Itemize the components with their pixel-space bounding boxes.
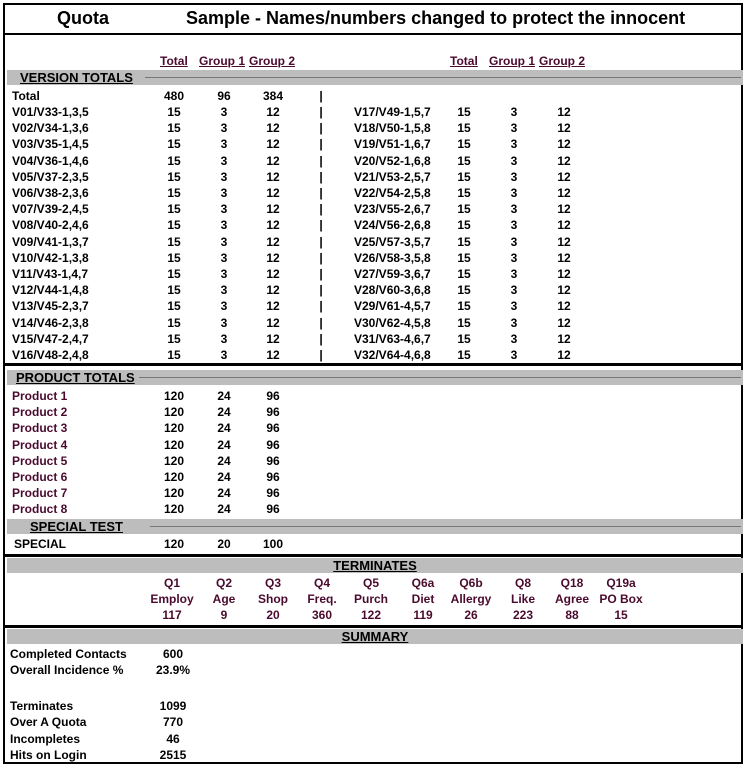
version-label-right: V28/V60-3,6,8 <box>354 283 431 297</box>
terminate-name: Purch <box>353 592 388 606</box>
cell-total-left: 15 <box>167 267 181 281</box>
summary-label: Incompletes <box>10 732 81 746</box>
cell-total-left: 15 <box>167 186 181 200</box>
product-label: Product 2 <box>12 405 68 419</box>
version-label-right: V18/V50-1,5,8 <box>354 121 431 135</box>
terminate-name: Allergy <box>450 592 492 606</box>
summary-band <box>7 629 743 644</box>
version-label-left: V14/V46-2,3,8 <box>12 316 89 330</box>
terminate-value: 223 <box>512 608 534 622</box>
cell-group1: 20 <box>217 537 231 551</box>
cell-group2: 96 <box>266 502 280 516</box>
cell-group1: 24 <box>217 454 231 468</box>
cell-group1: 24 <box>217 405 231 419</box>
version-label-right: V26/V58-3,5,8 <box>354 251 431 265</box>
cell-group2-left: 12 <box>266 170 280 184</box>
cell-total: 120 <box>163 405 185 419</box>
terminate-value: 15 <box>614 608 628 622</box>
summary-value: 600 <box>162 647 184 661</box>
column-divider: | <box>319 332 323 346</box>
cell-total-right: 15 <box>457 186 471 200</box>
cell-group1-right: 3 <box>510 202 518 216</box>
cell-group1-left: 3 <box>220 186 228 200</box>
band-rule <box>150 526 741 527</box>
column-divider: | <box>319 105 323 119</box>
version-label-left: V03/V35-1,4,5 <box>12 137 89 151</box>
version-totals-band <box>7 70 743 85</box>
cell-group1-left: 3 <box>220 348 228 362</box>
cell-total: 120 <box>163 537 185 551</box>
column-divider: | <box>319 283 323 297</box>
cell-group1-left: 3 <box>220 202 228 216</box>
cell-group1-left: 3 <box>220 316 228 330</box>
cell-group2-left: 12 <box>266 137 280 151</box>
cell-group1-left: 3 <box>220 137 228 151</box>
terminate-code: Q6b <box>459 576 483 590</box>
summary-label: Hits on Login <box>10 748 87 762</box>
terminate-value: 117 <box>162 608 182 622</box>
terminates-heading: TERMINATES <box>333 558 417 573</box>
cell-total-left: 15 <box>167 105 181 119</box>
terminate-code: Q6a <box>411 576 435 590</box>
terminate-name: PO Box <box>599 592 643 606</box>
product-label: Product 4 <box>12 438 68 452</box>
cell-group1-right: 3 <box>510 121 518 135</box>
cell-group1-left: 3 <box>220 251 228 265</box>
cell-group2: 96 <box>266 405 280 419</box>
terminate-name: Age <box>212 592 236 606</box>
version-label-right: V30/V62-4,5,8 <box>354 316 431 330</box>
cell-group1-right: 3 <box>510 299 518 313</box>
cell-group2-left: 12 <box>266 235 280 249</box>
version-label-left: V01/V33-1,3,5 <box>12 105 89 119</box>
summary-label: Overall Incidence % <box>10 663 124 677</box>
cell-group2-left: 12 <box>266 218 280 232</box>
cell-group2-right: 12 <box>557 332 571 346</box>
cell-group1-right: 3 <box>510 186 518 200</box>
terminates-band <box>7 558 743 573</box>
version-label-left: V16/V48-2,4,8 <box>12 348 89 362</box>
version-label-right: V22/V54-2,5,8 <box>354 186 431 200</box>
row-label: Total <box>12 89 40 103</box>
cell-group2-right: 12 <box>557 170 571 184</box>
terminate-name: Employ <box>150 592 194 606</box>
col-header-total-right: Total <box>450 54 478 68</box>
cell-group1-left: 3 <box>220 154 228 168</box>
cell-group2-left: 12 <box>266 299 280 313</box>
cell-group1: 24 <box>217 470 231 484</box>
cell-group2-left: 12 <box>266 348 280 362</box>
cell-total-left: 15 <box>167 251 181 265</box>
version-label-left: V11/V43-1,4,7 <box>12 267 89 281</box>
product-totals-heading: PRODUCT TOTALS <box>16 370 135 385</box>
section-divider <box>5 625 743 628</box>
cell-group1-left: 3 <box>220 218 228 232</box>
cell-group1-right: 3 <box>510 218 518 232</box>
terminate-code: Q3 <box>264 576 281 590</box>
cell-group2-right: 12 <box>557 316 571 330</box>
cell-total-right: 15 <box>457 154 471 168</box>
column-divider: | <box>319 186 323 200</box>
cell-total-left: 15 <box>167 154 181 168</box>
cell-group2-right: 12 <box>557 348 571 362</box>
cell-group1-left: 3 <box>220 170 228 184</box>
cell-total-right: 15 <box>457 348 471 362</box>
column-divider: | <box>319 137 323 151</box>
cell-group1: 24 <box>217 421 231 435</box>
column-divider: | <box>319 251 323 265</box>
cell-group1: 24 <box>217 486 231 500</box>
column-divider: | <box>319 121 323 135</box>
version-label-right: V27/V59-3,6,7 <box>354 267 431 281</box>
cell-total-right: 15 <box>457 267 471 281</box>
cell-total-right: 15 <box>457 105 471 119</box>
cell-total-right: 15 <box>457 218 471 232</box>
cell-total-left: 15 <box>167 299 181 313</box>
cell-group1-right: 3 <box>510 332 518 346</box>
cell-total-right: 15 <box>457 235 471 249</box>
terminate-name: Agree <box>554 592 589 606</box>
section-divider <box>5 554 743 557</box>
terminate-code: Q2 <box>215 576 232 590</box>
terminate-code: Q18 <box>560 576 584 590</box>
cell-group1: 96 <box>217 89 231 103</box>
cell-group2-left: 12 <box>266 202 280 216</box>
cell-group2-left: 12 <box>266 186 280 200</box>
cell-total-left: 15 <box>167 283 181 297</box>
cell-group1-left: 3 <box>220 332 228 346</box>
version-label-right: V31/V63-4,6,7 <box>354 332 431 346</box>
column-divider: | <box>319 202 323 216</box>
cell-group2: 96 <box>266 454 280 468</box>
band-rule <box>139 377 741 378</box>
summary-label: Completed Contacts <box>10 647 127 661</box>
summary-value: 1099 <box>159 699 187 713</box>
cell-total-right: 15 <box>457 299 471 313</box>
summary-value: 770 <box>162 715 184 729</box>
cell-group1-right: 3 <box>510 251 518 265</box>
cell-total-left: 15 <box>167 137 181 151</box>
cell-group2: 96 <box>266 470 280 484</box>
cell-total: 120 <box>163 389 185 403</box>
cell-group2-right: 12 <box>557 202 571 216</box>
terminate-name: Freq. <box>307 592 337 606</box>
product-label: Product 7 <box>12 486 68 500</box>
version-label-left: V05/V37-2,3,5 <box>12 170 89 184</box>
version-label-left: V08/V40-2,4,6 <box>12 218 89 232</box>
cell-group2-right: 12 <box>557 235 571 249</box>
cell-total: 120 <box>163 486 185 500</box>
cell-total-right: 15 <box>457 316 471 330</box>
cell-group2: 96 <box>266 438 280 452</box>
title-left: Quota <box>57 8 109 28</box>
column-divider: | <box>319 170 323 184</box>
row-label: SPECIAL <box>14 537 67 551</box>
version-label-right: V17/V49-1,5,7 <box>354 105 431 119</box>
cell-group2-right: 12 <box>557 137 571 151</box>
cell-group2-left: 12 <box>266 283 280 297</box>
cell-total-left: 15 <box>167 316 181 330</box>
product-label: Product 3 <box>12 421 68 435</box>
product-label: Product 6 <box>12 470 68 484</box>
version-label-left: V06/V38-2,3,6 <box>12 186 89 200</box>
column-divider: | <box>319 154 323 168</box>
version-totals-heading: VERSION TOTALS <box>20 70 133 85</box>
cell-group1-left: 3 <box>220 235 228 249</box>
summary-label: Over A Quota <box>10 715 87 729</box>
cell-group2-right: 12 <box>557 267 571 281</box>
cell-total-left: 15 <box>167 218 181 232</box>
terminate-code: Q19a <box>606 576 636 590</box>
version-label-right: V23/V55-2,6,7 <box>354 202 431 216</box>
cell-total: 480 <box>163 89 185 103</box>
cell-group2-right: 12 <box>557 105 571 119</box>
section-divider <box>5 363 743 366</box>
cell-total: 120 <box>163 470 185 484</box>
cell-total: 120 <box>163 454 185 468</box>
cell-group2: 100 <box>262 537 284 551</box>
cell-total-left: 15 <box>167 348 181 362</box>
col-header-group2-left: Group 2 <box>249 54 296 68</box>
cell-total-right: 15 <box>457 202 471 216</box>
cell-group2-left: 12 <box>266 154 280 168</box>
version-label-left: V02/V34-1,3,6 <box>12 121 89 135</box>
cell-group1: 24 <box>217 438 231 452</box>
terminate-value: 88 <box>565 608 579 622</box>
summary-value: 2515 <box>159 748 187 762</box>
cell-group2-left: 12 <box>266 316 280 330</box>
cell-group2-left: 12 <box>266 332 280 346</box>
cell-group2: 384 <box>262 89 284 103</box>
column-divider: | <box>319 267 323 281</box>
cell-group1-right: 3 <box>510 105 518 119</box>
terminate-name: Diet <box>411 592 435 606</box>
product-label: Product 5 <box>12 454 68 468</box>
cell-total-left: 15 <box>167 170 181 184</box>
cell-group2-right: 12 <box>557 299 571 313</box>
terminate-code: Q5 <box>362 576 379 590</box>
cell-group2: 96 <box>266 421 280 435</box>
cell-total: 120 <box>163 421 185 435</box>
cell-group2-right: 12 <box>557 251 571 265</box>
cell-total-right: 15 <box>457 332 471 346</box>
version-label-left: V10/V42-1,3,8 <box>12 251 89 265</box>
column-divider: | <box>319 316 323 330</box>
terminate-name: Like <box>510 592 535 606</box>
cell-group2-right: 12 <box>557 154 571 168</box>
terminate-value: 119 <box>413 608 433 622</box>
summary-value: 46 <box>166 732 180 746</box>
version-label-right: V20/V52-1,6,8 <box>354 154 431 168</box>
version-label-left: V09/V41-1,3,7 <box>12 235 89 249</box>
cell-group2-right: 12 <box>557 218 571 232</box>
terminate-name: Shop <box>258 592 288 606</box>
summary-label: Terminates <box>10 699 74 713</box>
terminate-code: Q4 <box>313 576 330 590</box>
cell-total-right: 15 <box>457 283 471 297</box>
cell-group1: 24 <box>217 389 231 403</box>
version-label-right: V24/V56-2,6,8 <box>354 218 431 232</box>
cell-group1-right: 3 <box>510 154 518 168</box>
column-divider: | <box>319 348 323 362</box>
version-label-left: V15/V47-2,4,7 <box>12 332 89 346</box>
cell-total: 120 <box>163 438 185 452</box>
version-label-right: V21/V53-2,5,7 <box>354 170 431 184</box>
product-totals-band <box>7 370 743 385</box>
cell-group1: 24 <box>217 502 231 516</box>
cell-group1-right: 3 <box>510 235 518 249</box>
product-label: Product 1 <box>12 389 68 403</box>
cell-total-left: 15 <box>167 235 181 249</box>
cell-group1-right: 3 <box>510 267 518 281</box>
terminate-value: 9 <box>220 608 228 622</box>
version-label-left: V13/V45-2,3,7 <box>12 299 89 313</box>
cell-group2-left: 12 <box>266 105 280 119</box>
special-test-band <box>7 519 743 534</box>
version-label-right: V19/V51-1,6,7 <box>354 137 431 151</box>
band-rule <box>145 77 741 78</box>
version-label-left: V07/V39-2,4,5 <box>12 202 89 216</box>
version-label-right: V25/V57-3,5,7 <box>354 235 431 249</box>
cell-group2: 96 <box>266 389 280 403</box>
cell-total-right: 15 <box>457 251 471 265</box>
terminate-code: Q8 <box>514 576 531 590</box>
cell-group2-left: 12 <box>266 121 280 135</box>
terminate-value: 26 <box>464 608 478 622</box>
cell-group2-right: 12 <box>557 121 571 135</box>
cell-total-right: 15 <box>457 170 471 184</box>
cell-total-right: 15 <box>457 137 471 151</box>
cell-total-left: 15 <box>167 332 181 346</box>
terminate-value: 20 <box>266 608 280 622</box>
version-label-right: V32/V64-4,6,8 <box>354 348 431 362</box>
version-label-left: V12/V44-1,4,8 <box>12 283 89 297</box>
cell-group2-left: 12 <box>266 251 280 265</box>
cell-group1-right: 3 <box>510 170 518 184</box>
column-divider: | <box>319 235 323 249</box>
col-header-group1-left: Group 1 <box>199 54 246 68</box>
cell-total-left: 15 <box>167 202 181 216</box>
version-label-left: V04/V36-1,4,6 <box>12 154 89 168</box>
version-label-right: V29/V61-4,5,7 <box>354 299 431 313</box>
summary-value: 23.9% <box>155 663 191 677</box>
cell-total-left: 15 <box>167 121 181 135</box>
cell-total-right: 15 <box>457 121 471 135</box>
column-divider: | <box>319 218 323 232</box>
cell-group2-left: 12 <box>266 267 280 281</box>
terminate-value: 360 <box>311 608 333 622</box>
cell-group2-right: 12 <box>557 186 571 200</box>
special-test-heading: SPECIAL TEST <box>30 519 123 534</box>
cell-group1-right: 3 <box>510 316 518 330</box>
page-title: Sample - Names/numbers changed to protect the innocent <box>186 8 686 28</box>
cell-group1-left: 3 <box>220 105 228 119</box>
cell-group1-left: 3 <box>220 267 228 281</box>
column-divider: | <box>319 89 323 103</box>
cell-group1-left: 3 <box>220 121 228 135</box>
cell-total: 120 <box>163 502 185 516</box>
cell-group1-right: 3 <box>510 137 518 151</box>
title-bar <box>5 5 743 35</box>
cell-group1-right: 3 <box>510 283 518 297</box>
terminate-code: Q1 <box>163 576 180 590</box>
cell-group1-right: 3 <box>510 348 518 362</box>
cell-group2: 96 <box>266 486 280 500</box>
column-divider: | <box>319 299 323 313</box>
cell-group1-left: 3 <box>220 283 228 297</box>
col-header-group2-right: Group 2 <box>539 54 586 68</box>
col-header-group1-right: Group 1 <box>489 54 536 68</box>
terminate-value: 122 <box>360 608 382 622</box>
cell-group1-left: 3 <box>220 299 228 313</box>
summary-heading: SUMMARY <box>341 629 409 644</box>
product-label: Product 8 <box>12 502 68 516</box>
cell-group2-right: 12 <box>557 283 571 297</box>
col-header-total-left: Total <box>160 54 188 68</box>
